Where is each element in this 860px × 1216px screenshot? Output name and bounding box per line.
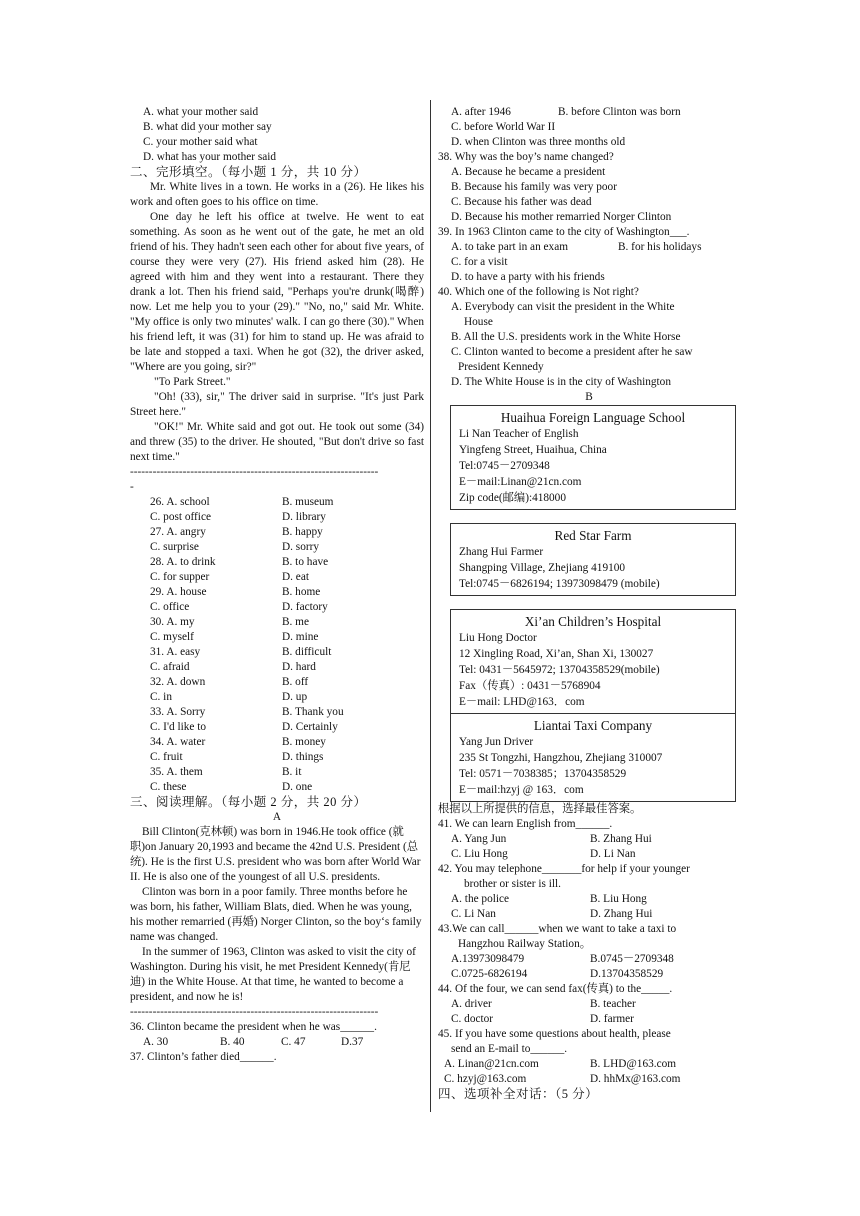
card-line: 235 St Tongzhi, Hangzhou, Zhejiang 310007 — [459, 752, 663, 764]
option-c: C. fruit — [150, 751, 183, 763]
cloze-item — [130, 600, 424, 615]
cloze-item — [130, 510, 424, 525]
option-b: B. museum — [282, 496, 334, 508]
section3-title: 三、阅读理解。（每小题 2 分，共 20 分） — [130, 795, 367, 809]
option-b: B. it — [282, 766, 302, 778]
card-line: Liu Hong Doctor — [459, 632, 537, 644]
card-title: Xi’an Children’s Hospital — [524, 614, 662, 629]
option-d: D.37 — [341, 1036, 364, 1048]
option-d: D. one — [282, 781, 313, 793]
option-c: C. before World War II — [451, 121, 556, 133]
option-c: C. for supper — [150, 571, 210, 583]
cloze-item — [130, 540, 424, 555]
option-d: D. farmer — [590, 1013, 634, 1025]
card-line: Yingfeng Street, Huaihua, China — [459, 444, 607, 456]
option-c: C. doctor — [451, 1013, 494, 1025]
cloze-item — [130, 555, 424, 570]
card-hospital — [450, 609, 736, 714]
card-line: Yang Jun Driver — [459, 736, 534, 748]
business-cards — [450, 405, 736, 802]
cloze-item — [130, 705, 424, 720]
card-line: Tel: 0571－7038385；13704358529 — [459, 768, 627, 780]
option-d: D.13704358529 — [590, 968, 664, 980]
option-c: C. myself — [150, 631, 194, 643]
question-37: 37. Clinton’s father died______. — [130, 1051, 277, 1063]
option-d: D. Certainly — [282, 721, 338, 733]
cloze-item — [130, 525, 424, 540]
option-d: D. library — [282, 511, 326, 523]
option-d: D. factory — [282, 601, 328, 613]
option-b: B. happy — [282, 526, 323, 538]
option-b: B. money — [282, 736, 326, 748]
option-a: 30. A. my — [150, 616, 195, 628]
cloze-item — [130, 645, 424, 660]
option-b: B. Thank you — [282, 706, 344, 718]
passage-para: Mr. White lives in a town. He works in a (26). He likes his work and often goes to his office on time. — [130, 181, 424, 208]
q37-options-row1 — [438, 105, 740, 120]
q44-options-row1 — [438, 997, 740, 1012]
cloze-item — [130, 675, 424, 690]
separator-line-2: ------------------------------------------------------------------ — [130, 1006, 379, 1018]
section2-title: 二、完形填空。（每小题 1 分，共 10 分） — [130, 165, 367, 179]
section4-title: 四、选项补全对话：（5 分） — [438, 1087, 599, 1101]
cloze-item — [130, 615, 424, 630]
cloze-passage — [130, 180, 424, 465]
reading-passage-a — [130, 825, 424, 1005]
option-b: B.0745－2709348 — [590, 953, 674, 965]
cloze-item — [130, 690, 424, 705]
q45-options-row1 — [438, 1057, 740, 1072]
cloze-item — [130, 765, 424, 780]
card-line: Tel: 0431－5645972; 13704358529(mobile) — [459, 664, 660, 676]
passage-para: One day he left his office at twelve. He went to eat something. As soon as he went out of the gate, he met an old friend of his. They hadn't seen each other for about five years, of course they were very (27). His friend asked him (28). He agreed with him and they went into a restaurant. There they drank a lot. Then his friend said, "Perhaps you're drunk(喝醉) now. Let me help you to your (29)." "No, no," said Mr. White. "My office is only two minutes' walk. I can go there (30)." When his friend left, it was (31) for him to stand up. He was afraid to be late and stopped a taxi. When he got (32), the driver asked, "Where are you going, sir?" — [130, 211, 424, 373]
card-line: Tel:0745－2709348 — [459, 460, 550, 472]
option-b: B. Because his family was very poor — [451, 181, 617, 193]
cloze-item — [130, 735, 424, 750]
option-b: B. All the U.S. presidents work in the White Horse — [451, 331, 681, 343]
instruction: 根据以上所提供的信息，选择最佳答案。 — [438, 803, 642, 815]
question-36: 36. Clinton became the president when he was______. — [130, 1021, 377, 1033]
option-b: B. teacher — [590, 998, 636, 1010]
cloze-item — [130, 750, 424, 765]
option-d: D. Because his mother remarried Norger Clinton — [451, 211, 672, 223]
cloze-item — [130, 720, 424, 735]
option-c: C. in — [150, 691, 172, 703]
option-c: C. Li Nan — [451, 908, 496, 920]
prev-option-c: C. your mother said what — [143, 136, 258, 148]
option-b: B. for his holidays — [618, 241, 702, 253]
option-b: B. home — [282, 586, 321, 598]
question-44: 44. Of the four, we can send fax(传真) to the_____. — [438, 983, 673, 995]
cloze-item — [130, 660, 424, 675]
card-farm — [450, 523, 736, 596]
option-c-cont: President Kennedy — [458, 361, 544, 373]
card-line: Li Nan Teacher of English — [459, 428, 579, 440]
passage-para: "Oh! (33), sir," The driver said in surprise. "It's just Park Street here." — [130, 391, 424, 418]
card-line: Zhang Hui Farmer — [459, 546, 544, 558]
option-d: D. things — [282, 751, 324, 763]
cloze-item — [130, 570, 424, 585]
option-c: C. Clinton wanted to become a president after he saw — [451, 346, 693, 358]
right-column — [438, 105, 740, 1102]
cloze-item — [130, 495, 424, 510]
question-43: 43.We can call______when we want to take a taxi to — [438, 923, 677, 935]
option-a: 28. A. to drink — [150, 556, 216, 568]
card-title: Huaihua Foreign Language School — [500, 410, 686, 425]
option-c: C. afraid — [150, 661, 190, 673]
card-school — [450, 405, 736, 510]
option-a: 32. A. down — [150, 676, 206, 688]
option-a-cont: House — [464, 316, 493, 328]
option-d: D. up — [282, 691, 308, 703]
option-d: D. Zhang Hui — [590, 908, 653, 920]
option-c: C. surprise — [150, 541, 199, 553]
option-a: 34. A. water — [150, 736, 206, 748]
reading-para: In the summer of 1963, Clinton was asked to visit the city of Washington. During his visit, he met President Kennedy(肯尼迪) in the White House. At that time, he wanted to become a president, and now he is! — [130, 946, 416, 1003]
option-a: A. driver — [451, 998, 492, 1010]
cloze-item — [130, 585, 424, 600]
left-column — [130, 105, 424, 1065]
part-a-label: A — [272, 811, 282, 823]
column-divider — [430, 100, 431, 1112]
card-line: 12 Xingling Road, Xi’an, Shan Xi, 130027 — [459, 648, 654, 660]
option-d: D. Li Nan — [590, 848, 636, 860]
card-line: Shangping Village, Zhejiang 419100 — [459, 562, 626, 574]
card-line: Fax（传真）: 0431－5768904 — [459, 680, 601, 692]
question-41: 41. We can learn English from______. — [438, 818, 613, 830]
option-a: A. Because he became a president — [451, 166, 606, 178]
option-c: C.0725-6826194 — [451, 968, 528, 980]
q41-options-row2 — [438, 847, 740, 862]
question-39: 39. In 1963 Clinton came to the city of Washington___. — [438, 226, 690, 238]
separator-line: ------------------------------------------------------------------ — [130, 466, 379, 478]
question-45-cont: send an E-mail to______. — [451, 1043, 568, 1055]
question-43-cont: Hangzhou Railway Station。 — [458, 938, 592, 950]
option-b: B. me — [282, 616, 309, 628]
option-c: C. these — [150, 781, 187, 793]
option-a: A. after 1946 — [451, 106, 511, 118]
q36-options — [130, 1035, 424, 1050]
question-38: 38. Why was the boy’s name changed? — [438, 151, 614, 163]
cloze-item — [130, 780, 424, 795]
option-a: A. to take part in an exam — [451, 241, 569, 253]
separator-tail: - — [130, 481, 134, 493]
question-45: 45. If you have some questions about health, please — [438, 1028, 671, 1040]
card-taxi — [450, 714, 736, 802]
option-d: D. to have a party with his friends — [451, 271, 605, 283]
option-b: B. 40 — [220, 1036, 245, 1048]
option-b: B. difficult — [282, 646, 332, 658]
q43-options-row2 — [438, 967, 740, 982]
q45-options-row2 — [438, 1072, 740, 1087]
passage-para: "OK!" Mr. White said and got out. He took out some (34) and threw (35) to the driver. He shouted, "But don't drive so fast next time." — [130, 421, 424, 463]
passage-para: "To Park Street." — [154, 376, 231, 388]
question-40: 40. Which one of the following is Not right? — [438, 286, 639, 298]
prev-option-a: A. what your mother said — [143, 106, 259, 118]
option-b: B. Liu Hong — [590, 893, 647, 905]
option-c: C. office — [150, 601, 190, 613]
option-c: C. post office — [150, 511, 211, 523]
card-line: E－mail: LHD@163．com — [459, 696, 585, 708]
part-b-label: B — [585, 391, 593, 403]
option-c: C. Because his father was dead — [451, 196, 592, 208]
option-d: D. The White House is in the city of Washington — [451, 376, 671, 388]
option-a: 35. A. them — [150, 766, 203, 778]
option-d: D. hhMx@163.com — [590, 1073, 681, 1085]
option-a: 26. A. school — [150, 496, 210, 508]
prev-option-d: D. what has your mother said — [143, 151, 277, 163]
option-c: C. I'd like to — [150, 721, 207, 733]
cloze-item — [130, 630, 424, 645]
option-a: A. the police — [451, 893, 510, 905]
option-d: D. hard — [282, 661, 316, 673]
card-line: E－mail:Linan@21cn.com — [459, 476, 582, 488]
q43-options-row1 — [438, 952, 740, 967]
option-d: D. eat — [282, 571, 309, 583]
option-c: C. hzyj@163.com — [444, 1073, 527, 1085]
option-c: C. Liu Hong — [451, 848, 508, 860]
option-b: B. Zhang Hui — [590, 833, 652, 845]
option-d: D. sorry — [282, 541, 320, 553]
card-line: Zip code(邮编):418000 — [459, 492, 566, 504]
q42-options-row2 — [438, 907, 740, 922]
option-b: B. LHD@163.com — [590, 1058, 677, 1070]
option-c: C. for a visit — [451, 256, 508, 268]
option-b: B. to have — [282, 556, 329, 568]
question-42-cont: brother or sister is ill. — [464, 878, 561, 890]
reading-para: Bill Clinton(克林顿) was born in 1946.He took office (就职)on January 20,1993 and became the 42nd U.S. President (总统). He is the first U.S. president who was born after World War II. He is also one of the youngest of all U.S. presidents. — [130, 826, 421, 883]
option-d: D. when Clinton was three months old — [451, 136, 626, 148]
option-a: A.13973098479 — [451, 953, 525, 965]
q41-options-row1 — [438, 832, 740, 847]
card-title: Liantai Taxi Company — [533, 718, 653, 733]
option-a: 27. A. angry — [150, 526, 206, 538]
option-a: 31. A. easy — [150, 646, 201, 658]
option-c: C. 47 — [281, 1036, 306, 1048]
q44-options-row2 — [438, 1012, 740, 1027]
option-a: A. 30 — [143, 1036, 169, 1048]
prev-option-b: B. what did your mother say — [143, 121, 272, 133]
card-line: Tel:0745－6826194; 13973098479 (mobile) — [459, 578, 660, 590]
option-b: B. off — [282, 676, 309, 688]
question-42: 42. You may telephone_______for help if your younger — [438, 863, 690, 875]
option-a: 29. A. house — [150, 586, 207, 598]
option-b: B. before Clinton was born — [558, 106, 681, 118]
option-a: A. Linan@21cn.com — [444, 1058, 539, 1070]
option-a: A. Everybody can visit the president in the White — [451, 301, 675, 313]
option-d: D. mine — [282, 631, 319, 643]
option-a: A. Yang Jun — [451, 833, 507, 845]
option-a: 33. A. Sorry — [150, 706, 206, 718]
q39-options-row1 — [438, 240, 740, 255]
cloze-options — [130, 495, 424, 795]
card-line: E－mail:hzyj @ 163．com — [459, 784, 584, 796]
q42-options-row1 — [438, 892, 740, 907]
card-title: Red Star Farm — [554, 528, 632, 543]
reading-para: Clinton was born in a poor family. Three months before he was born, his father, William Blats, died. When he was young, his mother remarried (再婚) Norger Clinton, so the boy‘s family name was changed. — [130, 886, 422, 943]
